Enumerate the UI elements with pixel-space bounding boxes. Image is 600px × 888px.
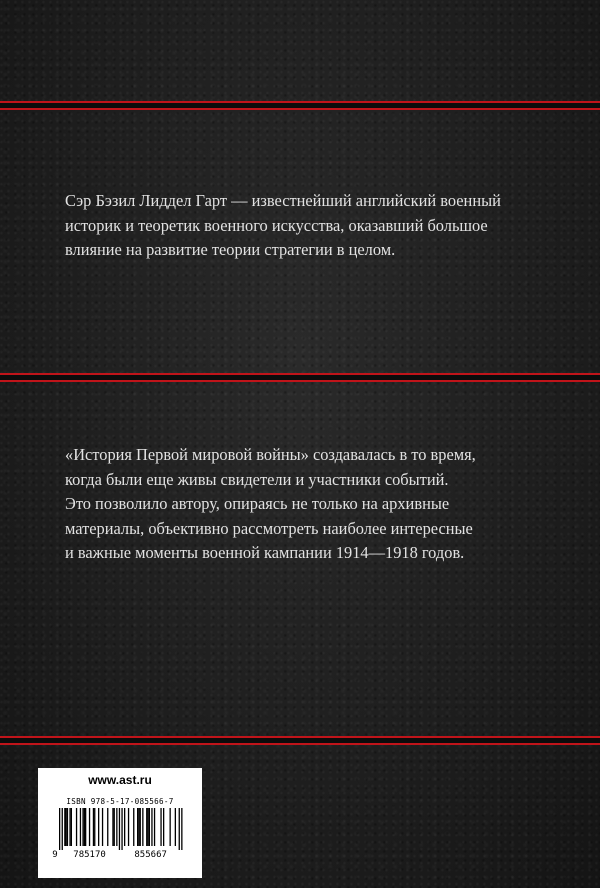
red-stripe-band-bottom [0, 736, 600, 745]
barcode-bar [160, 808, 161, 846]
barcode-bar [66, 808, 67, 846]
barcode-bar [71, 808, 72, 846]
publisher-website[interactable]: www.ast.ru [88, 773, 152, 787]
barcode-bar [94, 808, 95, 846]
barcode-bar [76, 808, 77, 846]
isbn-number: ISBN 978-5-17-085566-7 [66, 797, 174, 806]
barcode-bar [147, 808, 148, 846]
barcode-bar [170, 808, 171, 846]
barcode-bar [163, 808, 164, 846]
barcode-bar [107, 808, 108, 846]
author-description [65, 189, 565, 263]
barcode-bar [59, 808, 60, 850]
barcode-bar [84, 808, 85, 846]
barcode-bar [140, 808, 141, 846]
barcode-bar [146, 808, 147, 846]
barcode-digits: 855667 [134, 850, 167, 858]
barcode-bar [80, 808, 81, 846]
book-description [65, 443, 565, 566]
barcode-bar [151, 808, 152, 846]
isbn-barcode [49, 808, 191, 858]
barcode-bar [98, 808, 99, 846]
barcode-label [38, 768, 202, 878]
barcode-digits: 9 [52, 850, 58, 858]
barcode-bar [179, 808, 180, 850]
barcode-bar [119, 808, 120, 850]
barcode-digits: 785170 [73, 850, 106, 858]
barcode-bar [175, 808, 176, 846]
barcode-bar [62, 808, 63, 850]
barcode-bar [114, 808, 115, 846]
barcode-bar [124, 808, 125, 846]
barcode-bar [181, 808, 182, 850]
book-description-line: «История Первой мировой войны» создавалась в то время, [65, 445, 476, 464]
red-stripe-band-top [0, 101, 600, 110]
book-description-line: и важные моменты военной кампании 1914—1918 годов. [65, 543, 465, 562]
book-description-line: Это позволило автору, опираясь не только на архивные [65, 494, 450, 513]
barcode-bar [69, 808, 70, 846]
barcode-bar [137, 808, 138, 846]
author-description-line: историк и теоретик военного искусства, оказавший большое [65, 215, 488, 235]
book-description-line: когда были еще живы свидетели и участники событий. [65, 469, 449, 489]
barcode-bar [82, 808, 83, 846]
barcode-bar [67, 808, 68, 846]
barcode-bar [112, 808, 113, 846]
barcode-bar [133, 808, 134, 846]
barcode-bar [128, 808, 129, 846]
barcode-bar [85, 808, 86, 846]
barcode-bar [116, 808, 117, 846]
barcode-bar [89, 808, 90, 846]
author-description-line: влияние на развитие теории стратегии в целом. [65, 240, 396, 259]
barcode-bar [93, 808, 94, 846]
book-description-line: материалы, объективно рассмотреть наиболее интересные [65, 518, 473, 538]
barcode-bar [154, 808, 155, 846]
barcode-bar [121, 808, 122, 850]
barcode-bar [102, 808, 103, 846]
barcode-bar [149, 808, 150, 846]
barcode-bar [64, 808, 65, 846]
barcode-bar [142, 808, 143, 846]
red-stripe-band-middle [0, 373, 600, 382]
author-description-line: Сэр Бэзил Лиддел Гарт — известнейший английский военный [65, 191, 501, 210]
barcode-bar [138, 808, 139, 846]
